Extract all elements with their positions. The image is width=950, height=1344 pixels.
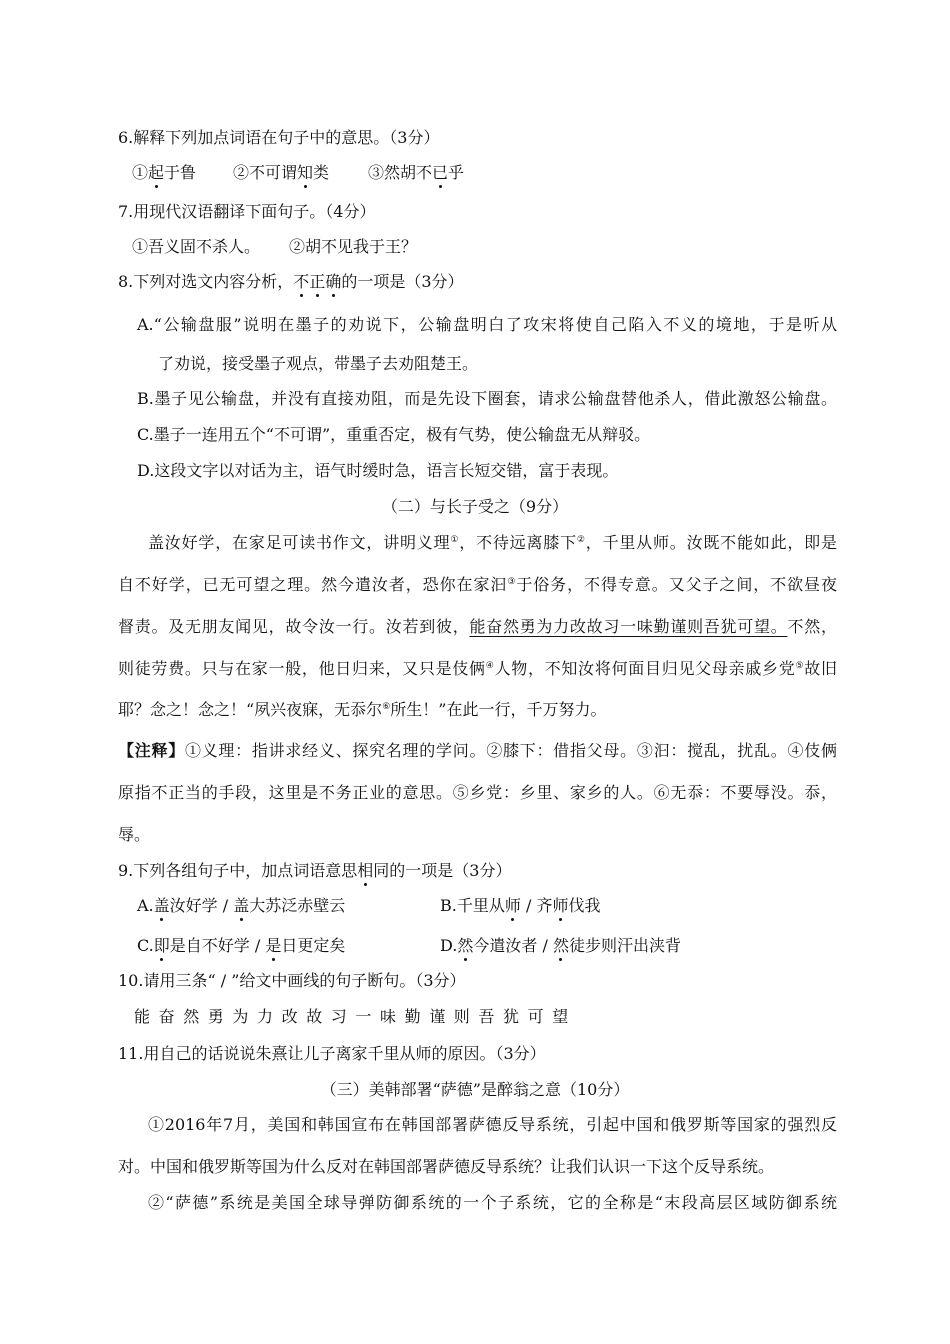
section2-passage-line4: 则徒劳费。只与在家一般，他日归来，又只是伎俩④人物，不知汝将何面目归见父母亲戚乡党⑤故旧 [118, 659, 837, 678]
underlined-sentence: 能奋然勇为力改故习一味勤谨则吾犹可望。 [469, 617, 788, 636]
q8-option-b: B.墨子见公输盘，并没有直接劝阻，而是先设下圈套，请求公输盘替他杀人，借此激怒公输盘。 [137, 389, 837, 408]
section2-passage-line3: 督责。及无朋友闻见，故令汝一行。汝若到彼，能奋然勇为力改故习一味勤谨则吾犹可望。不然， [118, 617, 837, 636]
q7-title: 7.用现代汉语翻译下面句子。（4分） [118, 202, 376, 221]
section3-para2-line1: ②“萨德”系统是美国全球导弹防御系统的一个子系统，它的全称是“末段高层区域防御系统 [148, 1193, 837, 1212]
emphasis-dot-char: 相 [357, 861, 374, 880]
section3-heading: （三）美韩部署“萨德”是醉翁之意（10分） [320, 1080, 630, 1099]
section2-passage-line1: 盖汝好学，在家足可读书作文，讲明义理①，不待远离膝下②，千里从师。汝既不能如此，即是 [148, 533, 837, 552]
section2-heading: （二）与长子受之（9分） [381, 497, 569, 516]
q10-title: 10.请用三条“ / ”给文中画线的句子断句。（3分） [118, 971, 466, 990]
q6-item-3: ③然胡不已乎 [368, 163, 465, 182]
emphasis-dot-char: 已 [432, 163, 449, 182]
q7-item-2: ②胡不见我于王？ [289, 237, 418, 256]
section2-notes-line2: 原指不正当的手段，这里是不务正业的意思。⑤乡党：乡里、家乡的人。⑥无忝：不要辱没。忝， [118, 783, 837, 802]
emphasis-dot-char: 正 [309, 272, 326, 291]
q11-title: 11.用自己的话说说朱熹让儿子离家千里从师的原因。（3分） [118, 1044, 546, 1063]
q9-option-a: A.盖汝好学 / 盖大苏泛赤壁云 [137, 896, 346, 915]
q9-option-c: C.即是自不好学 / 是日更定矣 [137, 936, 346, 955]
q7-item-1: ①吾义固不杀人。 [132, 237, 261, 256]
section3-para1-line2: 对。中国和俄罗斯等国为什么反对在韩国部署萨德反导系统？让我们认识一下这个反导系统。 [118, 1157, 775, 1176]
q6-item-1: ①起于鲁 [132, 163, 197, 182]
section2-passage-line2: 自不好学，已无可望之理。然今遣汝者，恐你在家汩③于俗务，不得专意。又父子之间，不欲昼夜 [118, 575, 837, 594]
q8-option-a-line2: 了劝说，接受墨子观点，带墨子去劝阻楚王。 [158, 354, 479, 373]
q8-option-c: C.墨子一连用五个“不可谓”，重重否定，极有气势，使公输盘无从辩驳。 [137, 425, 651, 444]
notes-label: 【注释】 [118, 741, 185, 760]
q6-item-2: ②不可谓知类 [233, 163, 330, 182]
emphasis-dot-char: 不 [293, 272, 310, 291]
section3-para1-line1: ①2016年7月，美国和韩国宣布在韩国部署萨德反导系统，引起中国和俄罗斯等国家的强烈反 [148, 1115, 837, 1134]
section2-passage-line5: 耶？念之！念之！“夙兴夜寐，无忝尔⑥所生！”在此一行，千万努力。 [118, 700, 607, 719]
section2-notes-line3: 辱。 [118, 825, 151, 844]
q9-title: 9.下列各组句子中，加点词语意思相同的一项是（3分） [118, 861, 512, 880]
q6-title: 6.解释下列加点词语在句子中的意思。（3分） [118, 128, 440, 147]
q8-option-d: D.这段文字以对话为主，语气时缓时急，语言长短交错，富于表现。 [137, 461, 619, 480]
emphasis-dot-char: 确 [325, 272, 342, 291]
q9-option-d: D.然今遣汝者 / 然徒步则汗出浃背 [440, 936, 681, 955]
section2-notes-line1: 【注释】①义理：指讲求经义、探究名理的学问。②膝下：借指父母。③汩：搅乱，扰乱。④伎俩 [118, 741, 837, 760]
emphasis-dot-char: 起 [148, 163, 165, 182]
emphasis-dot-char: 知 [297, 163, 314, 182]
q8-option-a-line1: A.“公输盘服”说明在墨子的劝说下，公输盘明白了攻宋将使自己陷入不义的境地，于是听从 [137, 315, 837, 334]
q10-sentence: 能奋然勇为力改故习一味勤谨则吾犹可望 [134, 1007, 577, 1026]
q9-option-b: B.千里从师 / 齐师伐我 [440, 896, 601, 915]
q8-title: 8.下列对选文内容分析，不正确的一项是（3分） [118, 272, 464, 291]
